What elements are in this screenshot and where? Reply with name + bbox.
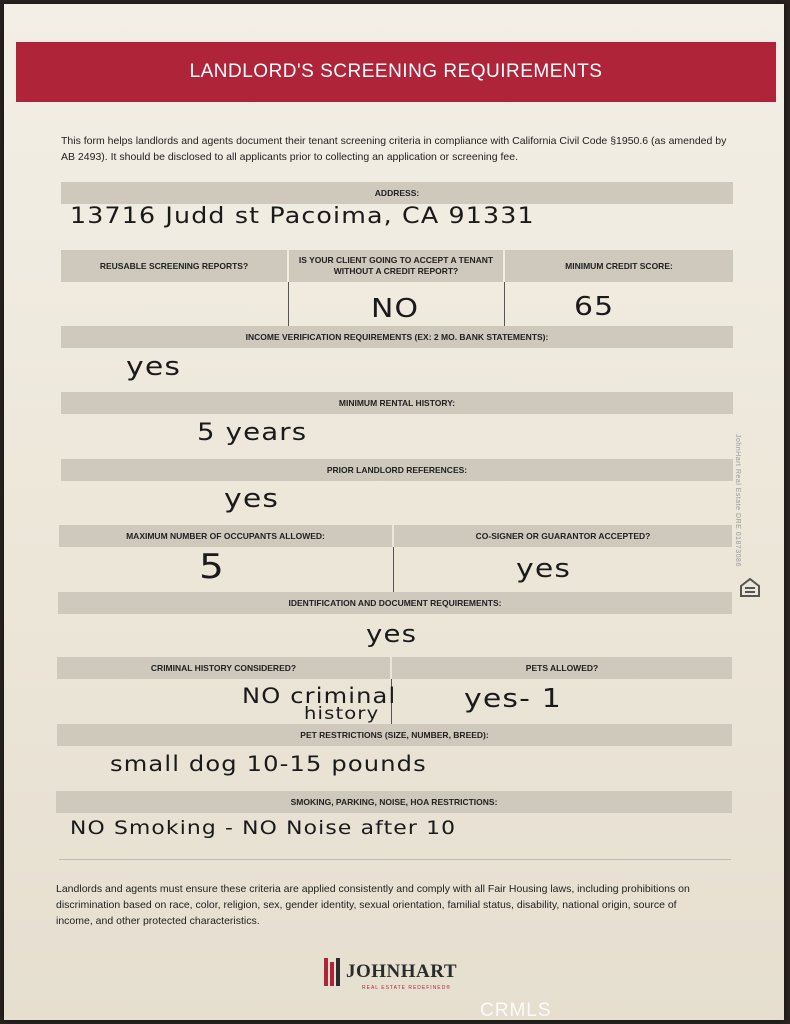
pet-restrictions-label-bar [57,724,732,746]
criminal-history-value-line2: history [304,704,380,724]
pets-allowed-label: PETS ALLOWED? [525,662,599,673]
max-occupants-label-bar [59,525,392,547]
cosigner-label-bar [394,525,732,547]
reusable-reports-label-bar [61,250,287,282]
other-restrictions-label-bar [56,791,732,813]
landlord-references-label: PRIOR LANDLORD REFERENCES: [326,464,468,475]
logo-name: JOHNHART [346,961,458,982]
equal-housing-icon [739,576,761,598]
footer-divider [59,859,731,860]
landlord-references-value: yes [224,484,280,514]
min-credit-score-value: 65 [574,292,615,322]
pets-allowed-value: yes- 1 [464,684,562,714]
identification-label-bar [58,592,732,614]
address-label: ADDRESS: [374,187,420,198]
logo-tagline: REAL ESTATE REDEFINED® [362,985,451,991]
criminal-history-label: CRIMINAL HISTORY CONSIDERED? [150,662,297,673]
address-value: 13716 Judd st Pacoima, CA 91331 [70,204,535,229]
income-label: INCOME VERIFICATION REQUIREMENTS (EX: 2 MO. BANK STATEMENTS): [245,331,549,342]
address-label-bar [61,182,733,204]
income-label-bar [61,326,733,348]
pet-restrictions-label: PET RESTRICTIONS (SIZE, NUMBER, BREED): [300,729,489,740]
column-divider [393,547,394,593]
crmls-watermark: CRMLS [480,1000,552,1021]
rental-history-label: MINIMUM RENTAL HISTORY: [338,397,456,408]
johnhart-logo-mark-icon [324,956,340,988]
rental-history-label-bar [61,392,733,414]
identification-label: IDENTIFICATION AND DOCUMENT REQUIREMENTS: [288,597,502,608]
max-occupants-value: 5 [199,547,226,587]
income-value: yes [126,352,182,382]
reusable-reports-label: REUSABLE SCREENING REPORTS? [99,260,249,271]
criminal-history-value-line1: NO criminal [242,684,397,708]
column-divider [504,282,505,326]
intro-text: This form helps landlords and agents document their tenant screening criteria in compliance with California Civil Code §1950.6 (as amended by AB 2493). It should be disclosed to all applicants prior to collecting an application or screening fee. [61,135,727,163]
landlord-references-label-bar [61,459,733,481]
max-occupants-label: MAXIMUM NUMBER OF OCCUPANTS ALLOWED: [126,530,325,541]
no-credit-report-label-bar [289,250,503,282]
johnhart-logo [324,956,484,996]
other-restrictions-label: SMOKING, PARKING, NOISE, HOA RESTRICTIONS: [290,796,498,807]
no-credit-report-label: IS YOUR CLIENT GOING TO ACCEPT A TENANT WITHOUT A CREDIT REPORT? [298,255,494,276]
form-title: LANDLORD'S SCREENING REQUIREMENTS [189,61,603,82]
criminal-history-label-bar [57,657,390,679]
identification-value: yes [366,620,418,648]
fair-housing-notice: Landlords and agents must ensure these criteria are applied consistently and comply with all Fair Housing laws, including prohibitions on discrimination based on race, color, religion, sex, gender identity, sexual orientation, familial status, disability, national origin, source of income, and other protected characteristics. [56,883,690,927]
column-divider [288,282,289,326]
min-credit-score-label: MINIMUM CREDIT SCORE: [565,260,673,271]
min-credit-score-label-bar [505,250,733,282]
no-credit-report-value: NO [371,294,420,324]
form-page [4,4,784,1020]
license-side-note: JohnHart Real Estate DRE 01873086 [734,434,741,567]
rental-history-value: 5 years [197,418,308,446]
form-title-banner [16,42,776,102]
pets-allowed-label-bar [392,657,732,679]
cosigner-label: CO-SIGNER OR GUARANTOR ACCEPTED? [475,530,651,541]
cosigner-value: yes [516,554,572,584]
other-restrictions-value: NO Smoking - NO Noise after 10 [70,817,457,839]
pet-restrictions-value: small dog 10-15 pounds [110,752,427,776]
